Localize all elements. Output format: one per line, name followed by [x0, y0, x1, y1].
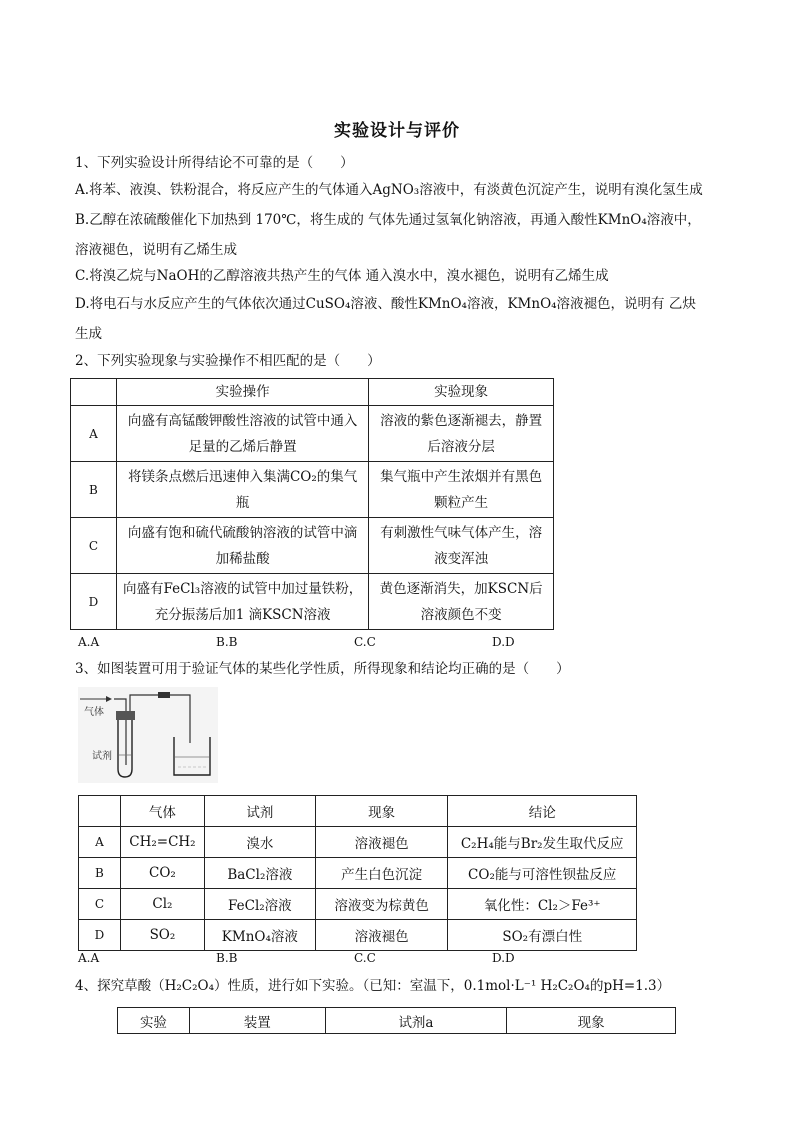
conclusion-cell: C₂H₄能与Br₂发生取代反应	[448, 827, 637, 858]
table-row	[71, 574, 554, 630]
reagent-cell: 溴水	[204, 827, 315, 858]
table-header-row	[79, 796, 637, 827]
q4-stem: 4、探究草酸（H₂C₂O₄）性质，进行如下实验。（已知：室温下，0.1mol·L⁻¹ H₂C₂O₄的pH=1.3）	[75, 978, 671, 994]
table-header-cell: 试剂a	[325, 1008, 507, 1034]
reagent-cell: KMnO₄溶液	[204, 920, 315, 951]
table-header-row	[71, 379, 554, 406]
stopper	[116, 711, 135, 720]
row-label: B	[79, 858, 121, 889]
q1-stem: 1、下列实验设计所得结论不可靠的是（ ）	[75, 155, 354, 171]
row-label: D	[71, 574, 117, 630]
row-label: C	[79, 889, 121, 920]
table-row	[71, 518, 554, 574]
conclusion-cell: SO₂有漂白性	[448, 920, 637, 951]
operation-cell: 向盛有FeCl₃溶液的试管中加过量铁粉，充分振荡后加1 滴KSCN溶液	[116, 574, 368, 630]
table-row	[79, 920, 637, 951]
answer-option-d[interactable]: D.D	[492, 635, 515, 649]
q2-answer-options	[78, 635, 578, 651]
answer-option-b[interactable]: B.B	[216, 635, 238, 649]
q2-table	[70, 378, 554, 630]
answer-option-a[interactable]: A.A	[78, 951, 100, 965]
table-header-cell	[79, 796, 121, 827]
answer-option-a[interactable]: A.A	[78, 635, 100, 649]
gas-label: 气体	[84, 707, 104, 718]
q1-option-d-line1: D.将电石与水反应产生的气体依次通过CuSO₄溶液、酸性KMnO₄溶液，KMnO₄溶液褪色，说明有 乙炔	[75, 296, 696, 312]
table-row	[79, 889, 637, 920]
answer-option-c[interactable]: C.C	[354, 635, 376, 649]
reagent-cell: FeCl₂溶液	[204, 889, 315, 920]
phenomenon-cell: 黄色逐渐消失，加KSCN后溶液颜色不变	[369, 574, 554, 630]
q1-option-c: C.将溴乙烷与NaOH的乙醇溶液共热产生的气体 通入溴水中，溴水褪色，说明有乙烯生成	[75, 268, 609, 284]
phenomenon-cell: 溶液变为棕黄色	[315, 889, 448, 920]
table-header-row	[118, 1008, 676, 1034]
q1-option-d-line2: 生成	[75, 326, 102, 342]
phenomenon-cell: 产生白色沉淀	[315, 858, 448, 889]
tube-connector	[158, 692, 170, 698]
table-header-cell: 结论	[448, 796, 637, 827]
operation-cell: 向盛有饱和硫代硫酸钠溶液的试管中滴加稀盐酸	[116, 518, 368, 574]
row-label: C	[71, 518, 117, 574]
gas-cell: CO₂	[120, 858, 204, 889]
q1-option-b-line2: 溶液褪色，说明有乙烯生成	[75, 242, 237, 258]
q4-table	[117, 1007, 676, 1034]
page-title: 实验设计与评价	[334, 121, 460, 141]
row-label: B	[71, 462, 117, 518]
answer-option-c[interactable]: C.C	[354, 951, 376, 965]
q1-option-a: A.将苯、液溴、铁粉混合，将反应产生的气体通入AgNO₃溶液中，有淡黄色沉淀产生，说明有溴化氢生成	[75, 182, 703, 198]
phenomenon-cell: 集气瓶中产生浓烟并有黑色颗粒产生	[369, 462, 554, 518]
phenomenon-cell: 溶液的紫色逐渐褪去，静置后溶液分层	[369, 406, 554, 462]
phenomenon-cell: 有刺激性气味气体产生，溶液变浑浊	[369, 518, 554, 574]
gas-cell: CH₂=CH₂	[120, 827, 204, 858]
table-row	[79, 858, 637, 889]
diagram-background	[78, 687, 218, 783]
table-header-cell: 实验现象	[369, 379, 554, 406]
gas-cell: Cl₂	[120, 889, 204, 920]
q3-answer-options	[78, 951, 578, 967]
q2-stem: 2、下列实验现象与实验操作不相匹配的是（ ）	[75, 353, 381, 369]
table-header-cell: 实验	[118, 1008, 190, 1034]
phenomenon-cell: 溶液褪色	[315, 827, 448, 858]
reagent-label: 试剂	[92, 751, 112, 762]
phenomenon-cell: 溶液褪色	[315, 920, 448, 951]
table-header-cell: 现象	[315, 796, 448, 827]
table-row	[71, 406, 554, 462]
q3-stem: 3、如图装置可用于验证气体的某些化学性质，所得现象和结论均正确的是（ ）	[75, 661, 570, 677]
conclusion-cell: 氧化性：Cl₂＞Fe³⁺	[448, 889, 637, 920]
row-label: D	[79, 920, 121, 951]
reagent-cell: BaCl₂溶液	[204, 858, 315, 889]
table-header-cell	[71, 379, 117, 406]
operation-cell: 向盛有高锰酸钾酸性溶液的试管中通入足量的乙烯后静置	[116, 406, 368, 462]
apparatus-diagram	[78, 687, 218, 783]
gas-cell: SO₂	[120, 920, 204, 951]
table-header-cell: 试剂	[204, 796, 315, 827]
table-row	[79, 827, 637, 858]
row-label: A	[71, 406, 117, 462]
answer-option-b[interactable]: B.B	[216, 951, 238, 965]
table-row	[71, 462, 554, 518]
conclusion-cell: CO₂能与可溶性钡盐反应	[448, 858, 637, 889]
table-header-cell: 气体	[120, 796, 204, 827]
table-header-cell: 现象	[507, 1008, 676, 1034]
table-header-cell: 装置	[189, 1008, 325, 1034]
table-header-cell: 实验操作	[116, 379, 368, 406]
q1-option-b-line1: B.乙醇在浓硫酸催化下加热到 170℃，将生成的 气体先通过氢氧化钠溶液，再通入酸性KMnO₄溶液中，	[75, 212, 701, 228]
operation-cell: 将镁条点燃后迅速伸入集满CO₂的集气瓶	[116, 462, 368, 518]
answer-option-d[interactable]: D.D	[492, 951, 515, 965]
row-label: A	[79, 827, 121, 858]
q3-table	[78, 795, 637, 951]
